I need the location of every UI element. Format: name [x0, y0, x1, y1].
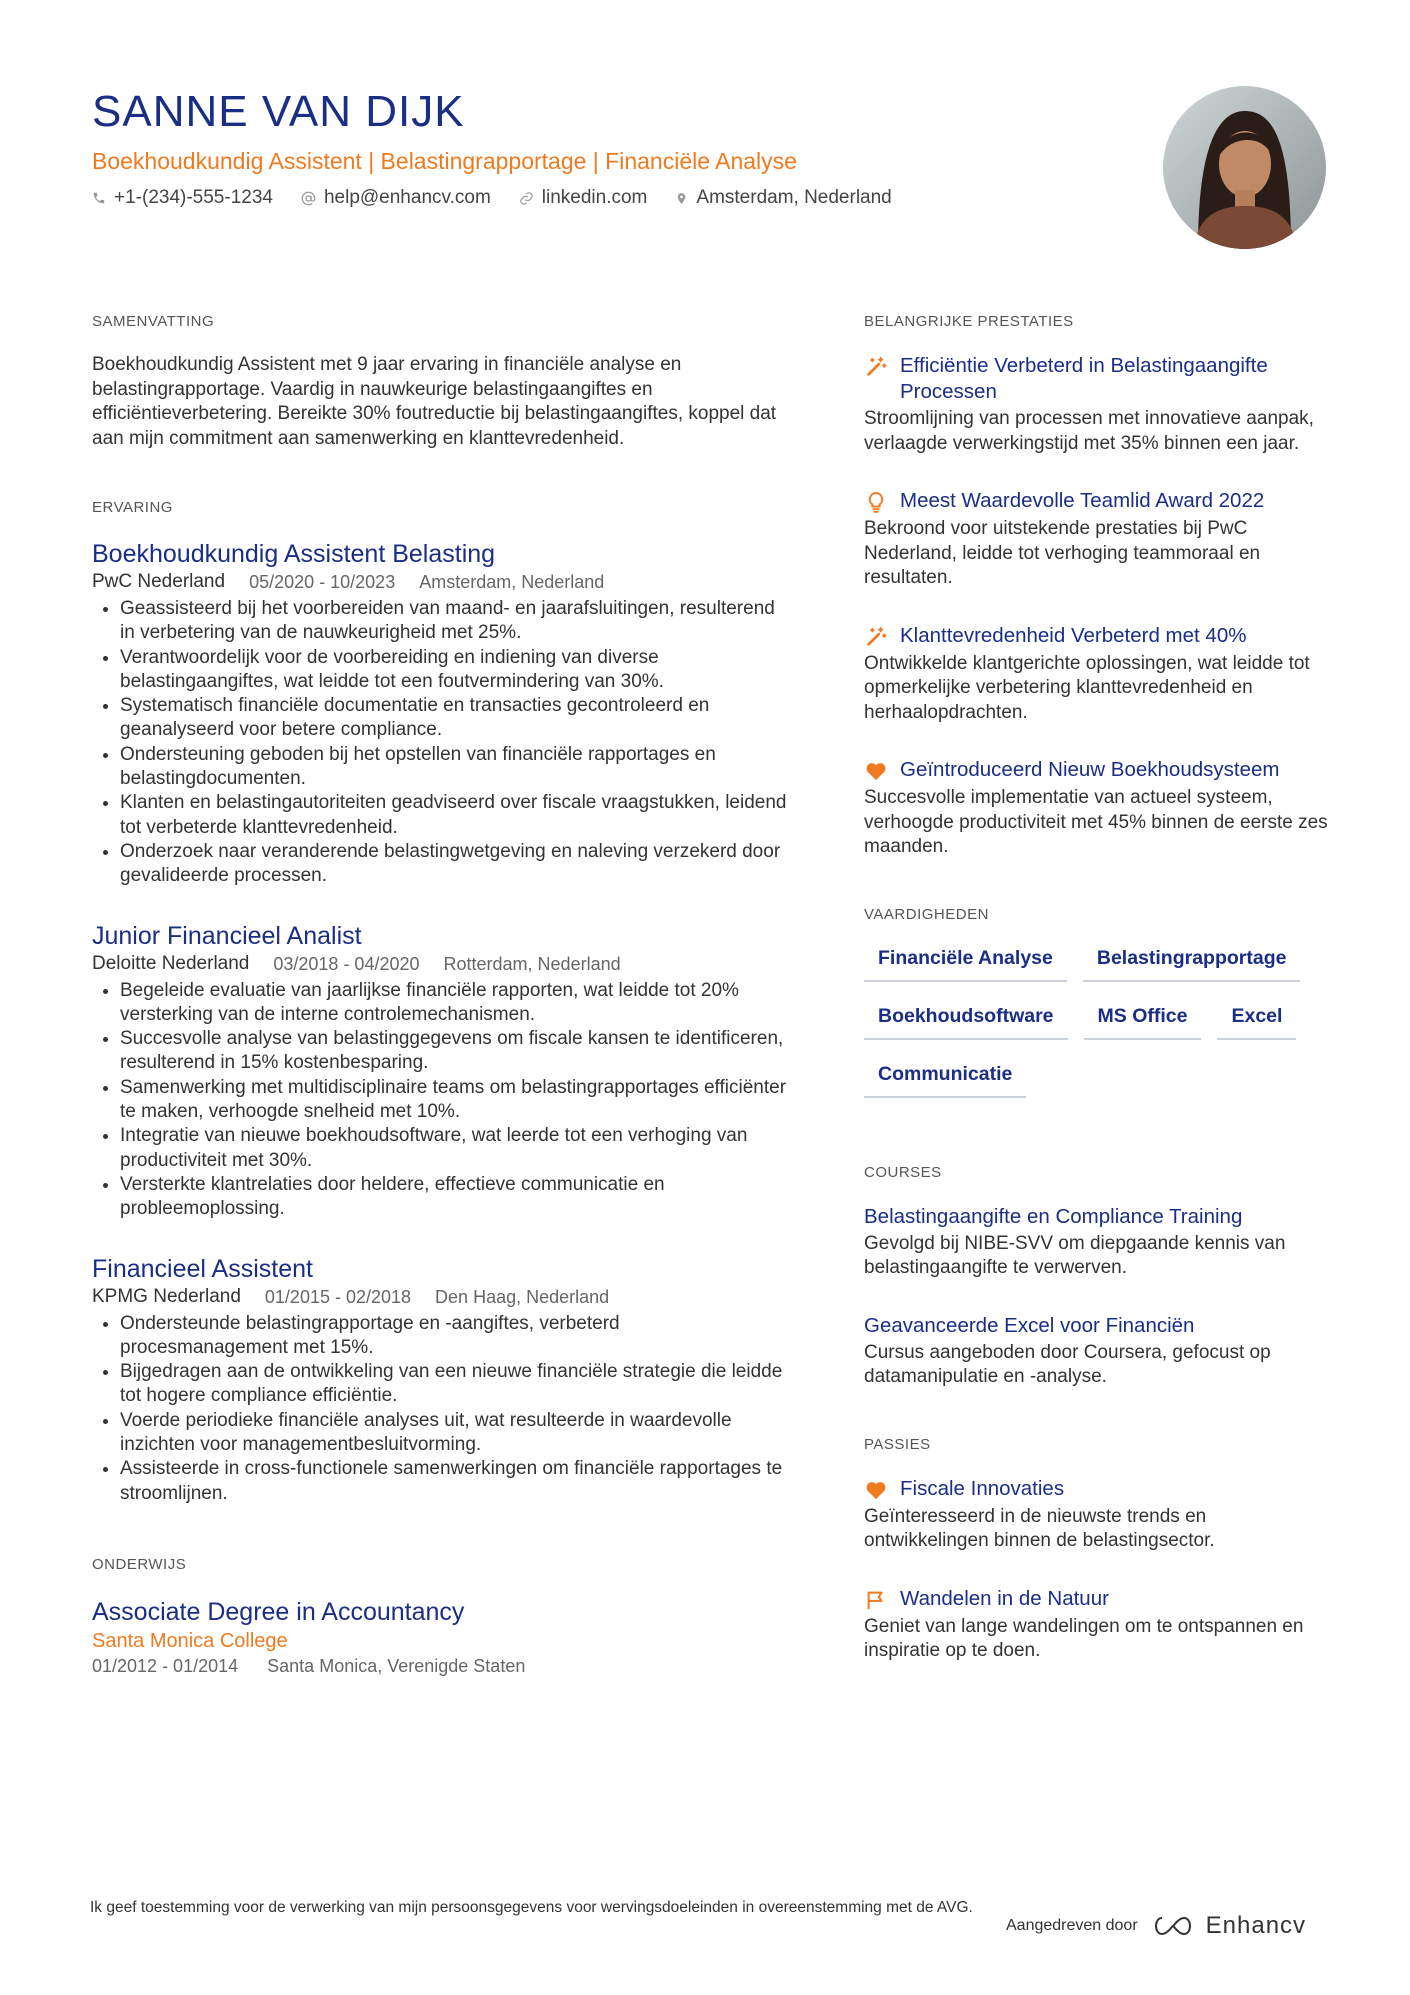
- infinity-logo-icon: [1150, 1914, 1196, 1938]
- headline: Boekhoudkundig Assistent | Belastingrapportage | Financiële Analyse: [92, 148, 797, 174]
- course-title: Geavanceerde Excel voor Financiën: [864, 1313, 1195, 1337]
- candidate-name: SANNE VAN DIJK: [92, 87, 465, 136]
- passion-desc: Geïnteresseerd in de nieuwste trends en ontwikkelingen binnen de belastingsector.: [864, 1505, 1215, 1551]
- achievement-item: [864, 757, 1334, 860]
- magic-wand-icon: [864, 624, 888, 650]
- job-bullet: • Ondersteuning geboden bij het opstellen van financiële rapportages en belastingdocumenten.: [120, 743, 792, 792]
- powered-by[interactable]: [1006, 1912, 1306, 1940]
- course-item: [864, 1313, 1334, 1390]
- skill-tag: Excel: [1217, 994, 1296, 1040]
- phone-text: +1-(234)-555-1234: [114, 187, 273, 208]
- contact-email[interactable]: [301, 186, 491, 210]
- phone-icon: [92, 191, 106, 205]
- job-location: Den Haag, Nederland: [435, 1286, 610, 1307]
- courses-section: [864, 1164, 1334, 1390]
- job-title: Junior Financieel Analist: [92, 921, 362, 950]
- job-bullet: • Ondersteunde belastingrapportage en -aangiftes, verbeterd procesmanagement met 15%.: [120, 1312, 792, 1361]
- heart-icon: [864, 758, 888, 784]
- job-location: Amsterdam, Nederland: [419, 572, 605, 592]
- achievement-title: Geïntroduceerd Nieuw Boekhoudsysteem: [900, 758, 1280, 781]
- achievement-desc: Bekroond voor uitstekende prestaties bij PwC Nederland, leidde tot verhoging teammoraal en resultaten.: [864, 518, 1261, 588]
- job-bullet: • Onderzoek naar veranderende belastingwetgeving en naleving verzekerd door gevalideerde processen.: [120, 840, 792, 889]
- school-name: Santa Monica College: [92, 1629, 288, 1652]
- job-bullet: • Versterkte klantrelaties door heldere, effectieve communicatie en probleemoplossing.: [120, 1173, 792, 1222]
- degree-title: Associate Degree in Accountancy: [92, 1597, 465, 1626]
- achievement-desc: Stroomlijning van processen met innovatieve aanpak, verlaagde verwerkingstijd met 35% binnen een jaar.: [864, 408, 1314, 454]
- left-column: [92, 313, 792, 1678]
- achievement-title: Klanttevredenheid Verbeterd met 40%: [900, 623, 1247, 647]
- skills-section: [864, 906, 1334, 1110]
- right-column: [864, 313, 1334, 1664]
- job-bullet: • Verantwoordelijk voor de voorbereiding en indiening van diverse belastingaangiftes, wat leidde tot een foutvermindering van 30%.: [120, 646, 792, 695]
- passion-item: [864, 1476, 1334, 1554]
- courses-heading: COURSES: [864, 1163, 942, 1181]
- contact-linkedin[interactable]: [519, 186, 648, 210]
- heart-icon: [864, 1477, 888, 1503]
- job-bullet: • Geassisteerd bij het voorbereiden van maand- en jaarafsluitingen, resulterend in verbetering van de nauwkeurigheid met 25%.: [120, 597, 792, 646]
- company-name: KPMG Nederland: [92, 1285, 241, 1307]
- passion-desc: Geniet van lange wandelingen om te ontspannen en inspiratie op te doen.: [864, 1615, 1304, 1661]
- education-heading: ONDERWIJS: [92, 1555, 187, 1573]
- achievements-heading: BELANGRIJKE PRESTATIES: [864, 313, 1074, 330]
- achievements-section: [864, 313, 1334, 860]
- achievement-item: [864, 488, 1334, 591]
- lightbulb-icon: [864, 489, 888, 515]
- achievement-title: Meest Waardevolle Teamlid Award 2022: [900, 489, 1265, 512]
- job-dates: 05/2020 - 10/2023: [249, 572, 396, 592]
- job-bullet: • Integratie van nieuwe boekhoudsoftware, wat leerde tot een verhoging van productiviteit met 30%.: [120, 1124, 792, 1173]
- skills-heading: VAARDIGHEDEN: [864, 905, 989, 923]
- job-bullet: • Bijgedragen aan de ontwikkeling van een nieuwe financiële strategie die leidde tot hogere compliance efficiëntie.: [120, 1360, 792, 1409]
- course-title: Belastingaangifte en Compliance Training: [864, 1204, 1243, 1228]
- job-location: Rotterdam, Nederland: [443, 953, 621, 974]
- experience-section: [92, 499, 792, 1506]
- flag-icon: [864, 1587, 888, 1613]
- course-desc: Cursus aangeboden door Coursera, gefocust op datamanipulatie en -analyse.: [864, 1341, 1271, 1387]
- job-bullet: • Voerde periodieke financiële analyses uit, wat resulteerde in waardevolle inzichten voor managementbesluitvorming.: [120, 1409, 792, 1458]
- education-location: Santa Monica, Verenigde Staten: [267, 1655, 526, 1676]
- job-dates: 03/2018 - 04/2020: [273, 953, 420, 974]
- magic-wand-icon: [864, 354, 888, 380]
- profile-photo: [1163, 86, 1326, 249]
- job-dates: 01/2015 - 02/2018: [264, 1286, 412, 1307]
- job-title: Financieel Assistent: [92, 1254, 313, 1283]
- link-icon: [519, 191, 534, 206]
- location-pin-icon: [675, 191, 688, 206]
- achievement-title: Efficiëntie Verbeterd in Belastingaangifte Processen: [900, 354, 1268, 403]
- passions-section: [864, 1436, 1334, 1664]
- summary-text: Boekhoudkundig Assistent met 9 jaar ervaring in financiële analyse en belastingrapportage. Vaardig in nauwkeurige belastingaangiftes en efficiëntieverbetering. Bereikte 30% foutreductie bij belastingaangiftes, koppel dat aan mijn commitment aan samenwerking en klanttevredenheid.: [92, 354, 777, 449]
- at-icon: [301, 191, 316, 206]
- achievement-desc: Succesvolle implementatie van actueel systeem, verhoogde productiviteit met 45% binnen de eerste zes maanden.: [864, 787, 1328, 857]
- passion-title: Wandelen in de Natuur: [900, 1586, 1109, 1610]
- consent-statement: Ik geef toestemming voor de verwerking van mijn persoonsgegevens voor wervingsdoeleinden in overeenstemming met de AVG.: [90, 1899, 973, 1916]
- company-name: Deloitte Nederland: [92, 952, 250, 974]
- job-bullet: • Samenwerking met multidisciplinaire teams om belastingrapportages efficiënter te maken, verhoogde snelheid met 10%.: [120, 1076, 792, 1125]
- education-dates: 01/2012 - 01/2014: [92, 1655, 239, 1676]
- achievement-item: [864, 353, 1334, 456]
- passion-item: [864, 1586, 1334, 1664]
- linkedin-text: linkedin.com: [541, 187, 648, 208]
- skill-tag: Belastingrapportage: [1083, 936, 1301, 982]
- powered-by-text: Aangedreven door: [1006, 1917, 1138, 1934]
- job-bullet: • Begeleide evaluatie van jaarlijkse financiële rapporten, wat leidde tot 20% versterking van de interne controlemechanismen.: [120, 979, 792, 1028]
- job-entry: [92, 539, 792, 889]
- summary-heading: SAMENVATTING: [92, 313, 215, 330]
- contact-phone[interactable]: [92, 186, 273, 210]
- contact-bar: [92, 186, 920, 210]
- summary-section: [92, 313, 792, 451]
- company-name: PwC Nederland: [92, 571, 226, 592]
- passion-title: Fiscale Innovaties: [900, 1476, 1065, 1500]
- skill-tag: Financiële Analyse: [864, 936, 1067, 982]
- job-entry: [92, 1254, 792, 1506]
- brand-logo: Enhancv: [1205, 1912, 1307, 1939]
- contact-location: [675, 186, 891, 210]
- achievement-desc: Ontwikkelde klantgerichte oplossingen, wat leidde tot opmerkelijke verbetering klanttevredenheid en herhaalopdrachten.: [864, 652, 1310, 723]
- passions-heading: PASSIES: [864, 1435, 931, 1453]
- job-bullet: • Systematisch financiële documentatie en transacties gecontroleerd en geanalyseerd voor betere compliance.: [120, 694, 792, 743]
- job-title: Boekhoudkundig Assistent Belasting: [92, 540, 496, 568]
- achievement-item: [864, 623, 1334, 726]
- education-section: [92, 1556, 792, 1678]
- job-bullet: • Succesvolle analyse van belastinggegevens om fiscale kansen te identificeren, resulterend in 15% kostenbesparing.: [120, 1027, 792, 1076]
- location-text: Amsterdam, Nederland: [696, 187, 892, 208]
- job-bullet: • Assisteerde in cross-functionele samenwerkingen om financiële rapportages te stroomlijnen.: [120, 1457, 792, 1506]
- skill-tag: Communicatie: [864, 1052, 1026, 1098]
- skill-tag: Boekhoudsoftware: [864, 994, 1068, 1040]
- job-bullet: • Klanten en belastingautoriteiten geadviseerd over fiscale vraagstukken, leidend tot verbeterde klanttevredenheid.: [120, 791, 792, 840]
- skill-tag: MS Office: [1084, 994, 1202, 1040]
- experience-heading: ERVARING: [92, 499, 173, 516]
- course-item: [864, 1204, 1334, 1281]
- job-entry: [92, 921, 792, 1222]
- course-desc: Gevolgd bij NIBE-SVV om diepgaande kennis van belastingaangifte te verwerven.: [864, 1232, 1286, 1278]
- email-text: help@enhancv.com: [323, 187, 491, 208]
